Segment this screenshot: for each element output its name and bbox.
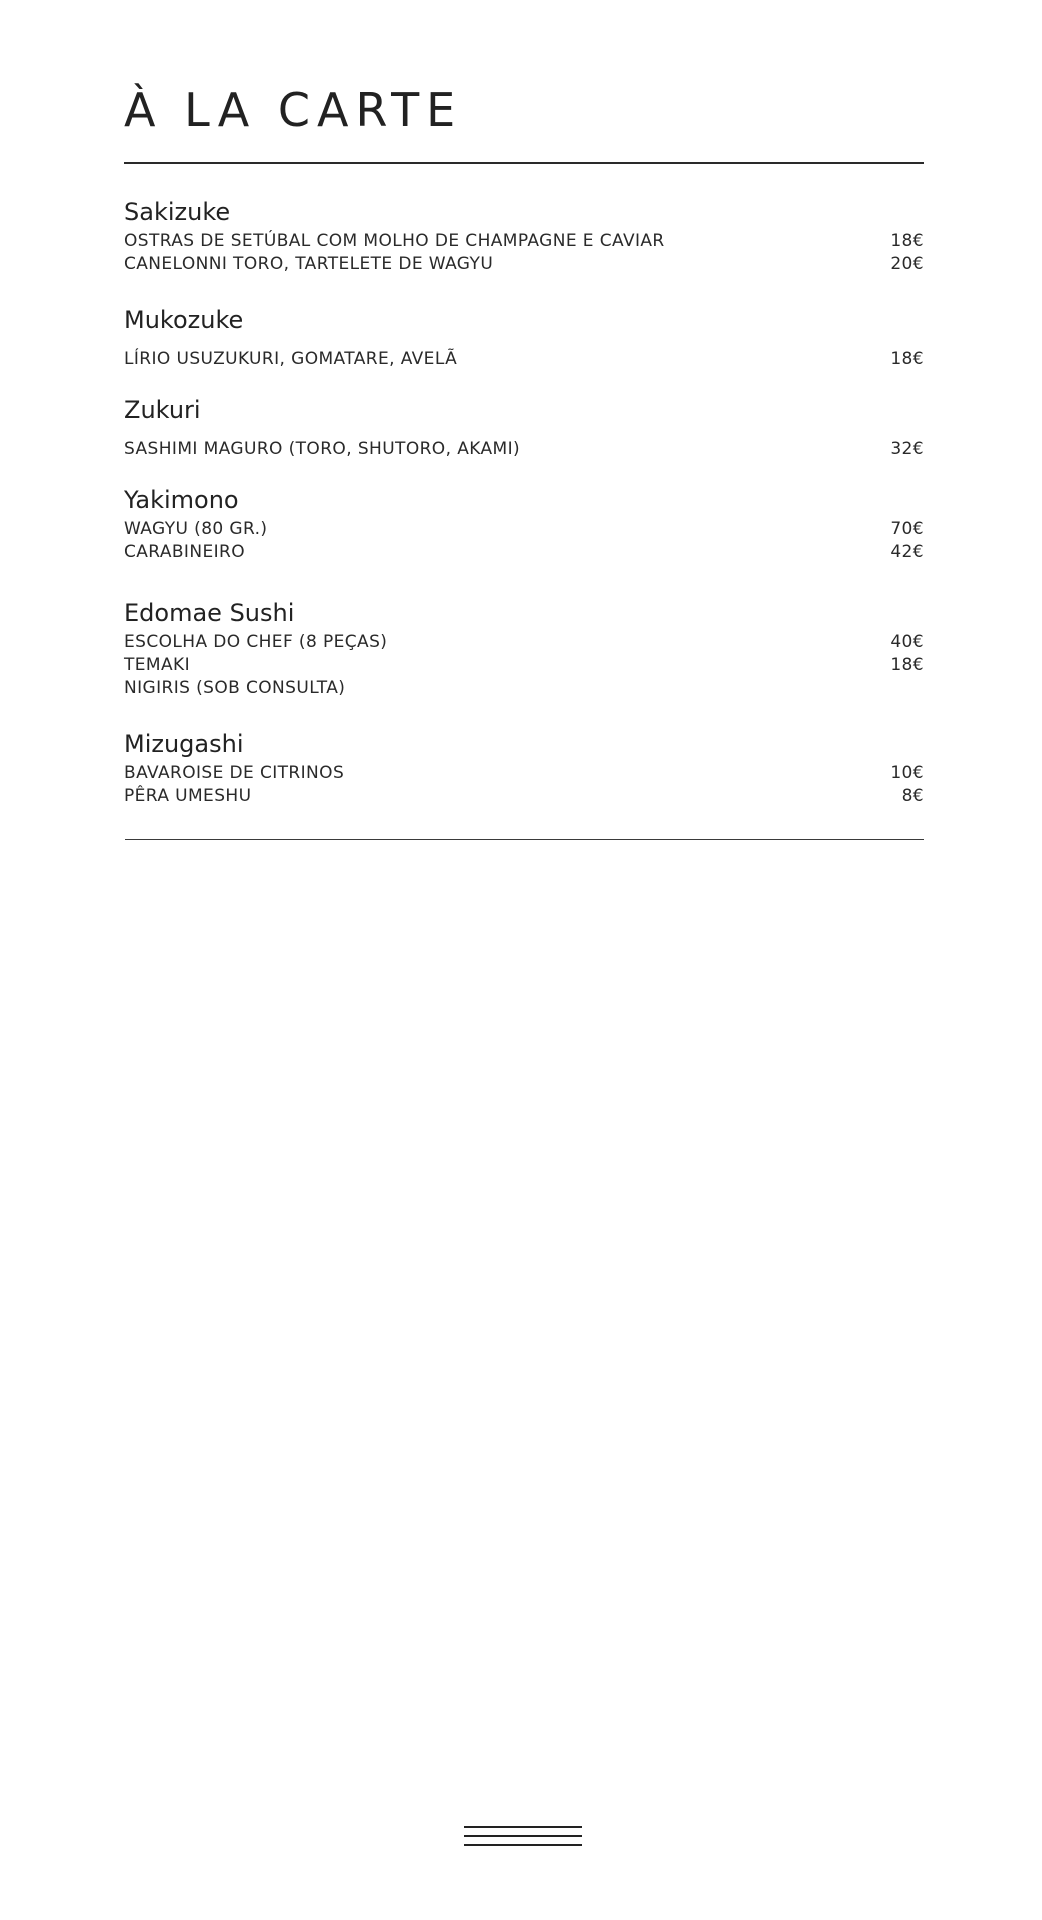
section-title: Mukozuke	[124, 306, 244, 334]
section-title: Yakimono	[124, 486, 239, 514]
section-items	[124, 762, 924, 808]
logo-line	[464, 1826, 582, 1828]
item-name: LÍRIO USUZUKURI, GOMATARE, AVELÃ	[124, 349, 458, 369]
item-name: NIGIRIS (SOB CONSULTA)	[124, 678, 346, 698]
item-name: ESCOLHA DO CHEF (8 PEÇAS)	[124, 632, 388, 652]
item-price: 10€	[890, 763, 924, 783]
menu-item	[124, 654, 924, 677]
menu-item	[124, 631, 924, 654]
menu-bottom-divider	[125, 839, 924, 840]
section-items	[124, 230, 924, 276]
item-name: WAGYU (80 GR.)	[124, 519, 268, 539]
menu-item	[124, 518, 924, 541]
logo-line	[464, 1844, 582, 1846]
item-price: 40€	[890, 632, 924, 652]
item-price: 32€	[890, 439, 924, 459]
item-name: OSTRAS DE SETÚBAL COM MOLHO DE CHAMPAGNE E CAVIAR	[124, 231, 665, 251]
section-items	[124, 348, 924, 371]
page-title: À LA CARTE	[124, 83, 463, 137]
triple-line-logo-icon	[464, 1826, 582, 1848]
item-price: 20€	[890, 254, 924, 274]
item-price: 18€	[890, 349, 924, 369]
menu-item	[124, 253, 924, 276]
menu-section-yakimono	[124, 484, 924, 564]
item-name: CARABINEIRO	[124, 542, 245, 562]
section-items	[124, 518, 924, 564]
menu-item	[124, 438, 924, 461]
item-price: 18€	[890, 231, 924, 251]
item-price: 8€	[901, 786, 924, 806]
item-name: SASHIMI MAGURO (TORO, SHUTORO, AKAMI)	[124, 439, 521, 459]
menu-section-mukozuke	[124, 304, 924, 371]
menu-item	[124, 348, 924, 371]
section-title: Mizugashi	[124, 730, 244, 758]
item-price: 70€	[890, 519, 924, 539]
item-name: PÊRA UMESHU	[124, 786, 252, 806]
section-items	[124, 438, 924, 461]
section-items	[124, 631, 924, 700]
title-divider	[124, 162, 924, 164]
menu-section-edomae-sushi	[124, 597, 924, 700]
logo-line	[464, 1835, 582, 1837]
menu-item	[124, 541, 924, 564]
menu-item	[124, 677, 924, 700]
menu-item	[124, 762, 924, 785]
section-title: Zukuri	[124, 396, 201, 424]
item-price: 18€	[890, 655, 924, 675]
menu-section-zukuri	[124, 394, 924, 461]
item-name: TEMAKI	[124, 655, 190, 675]
item-name: CANELONNI TORO, TARTELETE DE WAGYU	[124, 254, 494, 274]
section-title: Edomae Sushi	[124, 599, 295, 627]
menu-item	[124, 230, 924, 253]
menu-section-sakizuke	[124, 196, 924, 276]
menu-item	[124, 785, 924, 808]
menu-section-mizugashi	[124, 728, 924, 808]
item-name: BAVAROISE DE CITRINOS	[124, 763, 345, 783]
section-title: Sakizuke	[124, 198, 231, 226]
item-price: 42€	[890, 542, 924, 562]
